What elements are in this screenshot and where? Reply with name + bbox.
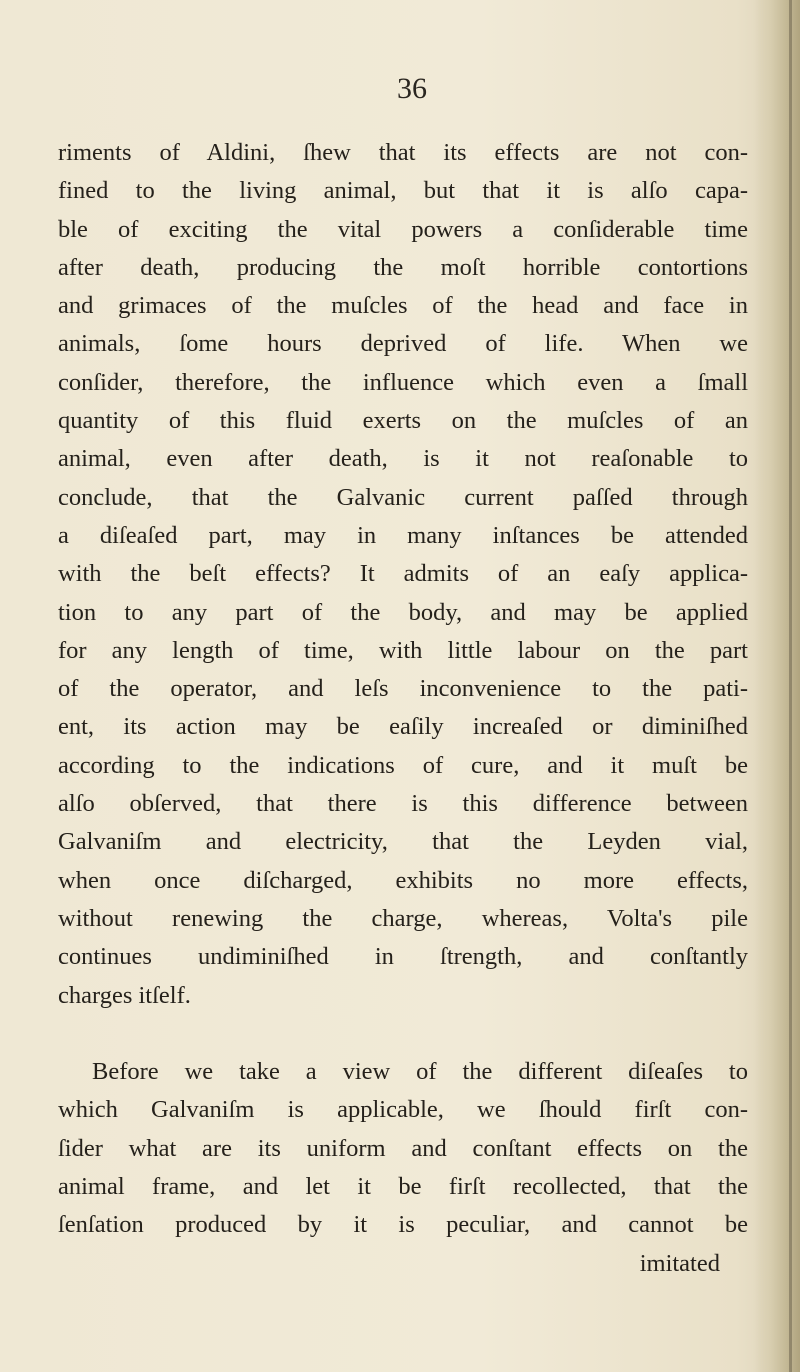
text-line: ſider what are its uniform and conſtant effects on the — [58, 1134, 748, 1162]
text-line: conclude, that the Galvanic current paſſed through — [58, 483, 748, 511]
text-line: continues undiminiſhed in ſtrength, and conſtantly — [58, 943, 748, 971]
text-line: ble of exciting the vital powers a conſiderable time — [58, 215, 748, 243]
text-line: with the beſt effects? It admits of an eaſy applica- — [58, 560, 748, 588]
text-line: alſo obſerved, that there is this difference between — [58, 790, 748, 818]
text-line: a diſeaſed part, may in many inſtances be attended — [58, 521, 748, 549]
text-line: fined to the living animal, but that it is alſo capa- — [58, 177, 748, 205]
text-line: tion to any part of the body, and may be applied — [58, 598, 748, 626]
text-line: quantity of this fluid exerts on the muſcles of an — [58, 407, 748, 435]
text-line: animals, ſome hours deprived of life. When we — [58, 330, 748, 358]
text-line: Galvaniſm and electricity, that the Leyden vial, — [58, 828, 748, 856]
page-number: 36 — [397, 72, 427, 105]
paragraph-gap — [58, 1015, 748, 1053]
text-line: and grimaces of the muſcles of the head and face in — [58, 292, 748, 320]
text-line: ſenſation produced by it is peculiar, and cannot be — [58, 1211, 748, 1239]
text-line: according to the indications of cure, and it muſt be — [58, 751, 748, 779]
text-line: riments of Aldini, ſhew that its effects are not con- — [58, 139, 748, 166]
catchword: imitated — [639, 1249, 720, 1277]
text-line: after death, producing the moſt horrible contortions — [58, 253, 748, 281]
text-line: without renewing the charge, whereas, Volta's pile — [58, 904, 748, 932]
text-line: charges itſelf. — [58, 981, 191, 1009]
text-line: of the operator, and leſs inconvenience to the pati- — [58, 675, 748, 703]
text-line: ent, its action may be eaſily increaſed or diminiſhed — [58, 713, 748, 741]
text-line: which Galvaniſm is applicable, we ſhould firſt con- — [58, 1096, 748, 1124]
page-edge-shadow — [754, 0, 800, 1372]
text-line: for any length of time, with little labour on the part — [58, 636, 748, 664]
text-line: animal frame, and let it be firſt recollected, that the — [58, 1173, 748, 1201]
text-line: when once diſcharged, exhibits no more effects, — [58, 866, 748, 894]
body-text — [58, 134, 748, 1283]
text-line: animal, even after death, is it not reaſonable to — [58, 445, 748, 473]
text-line: Before we take a view of the different diſeaſes to — [92, 1058, 748, 1086]
text-line: conſider, therefore, the influence which even a ſmall — [58, 368, 748, 396]
